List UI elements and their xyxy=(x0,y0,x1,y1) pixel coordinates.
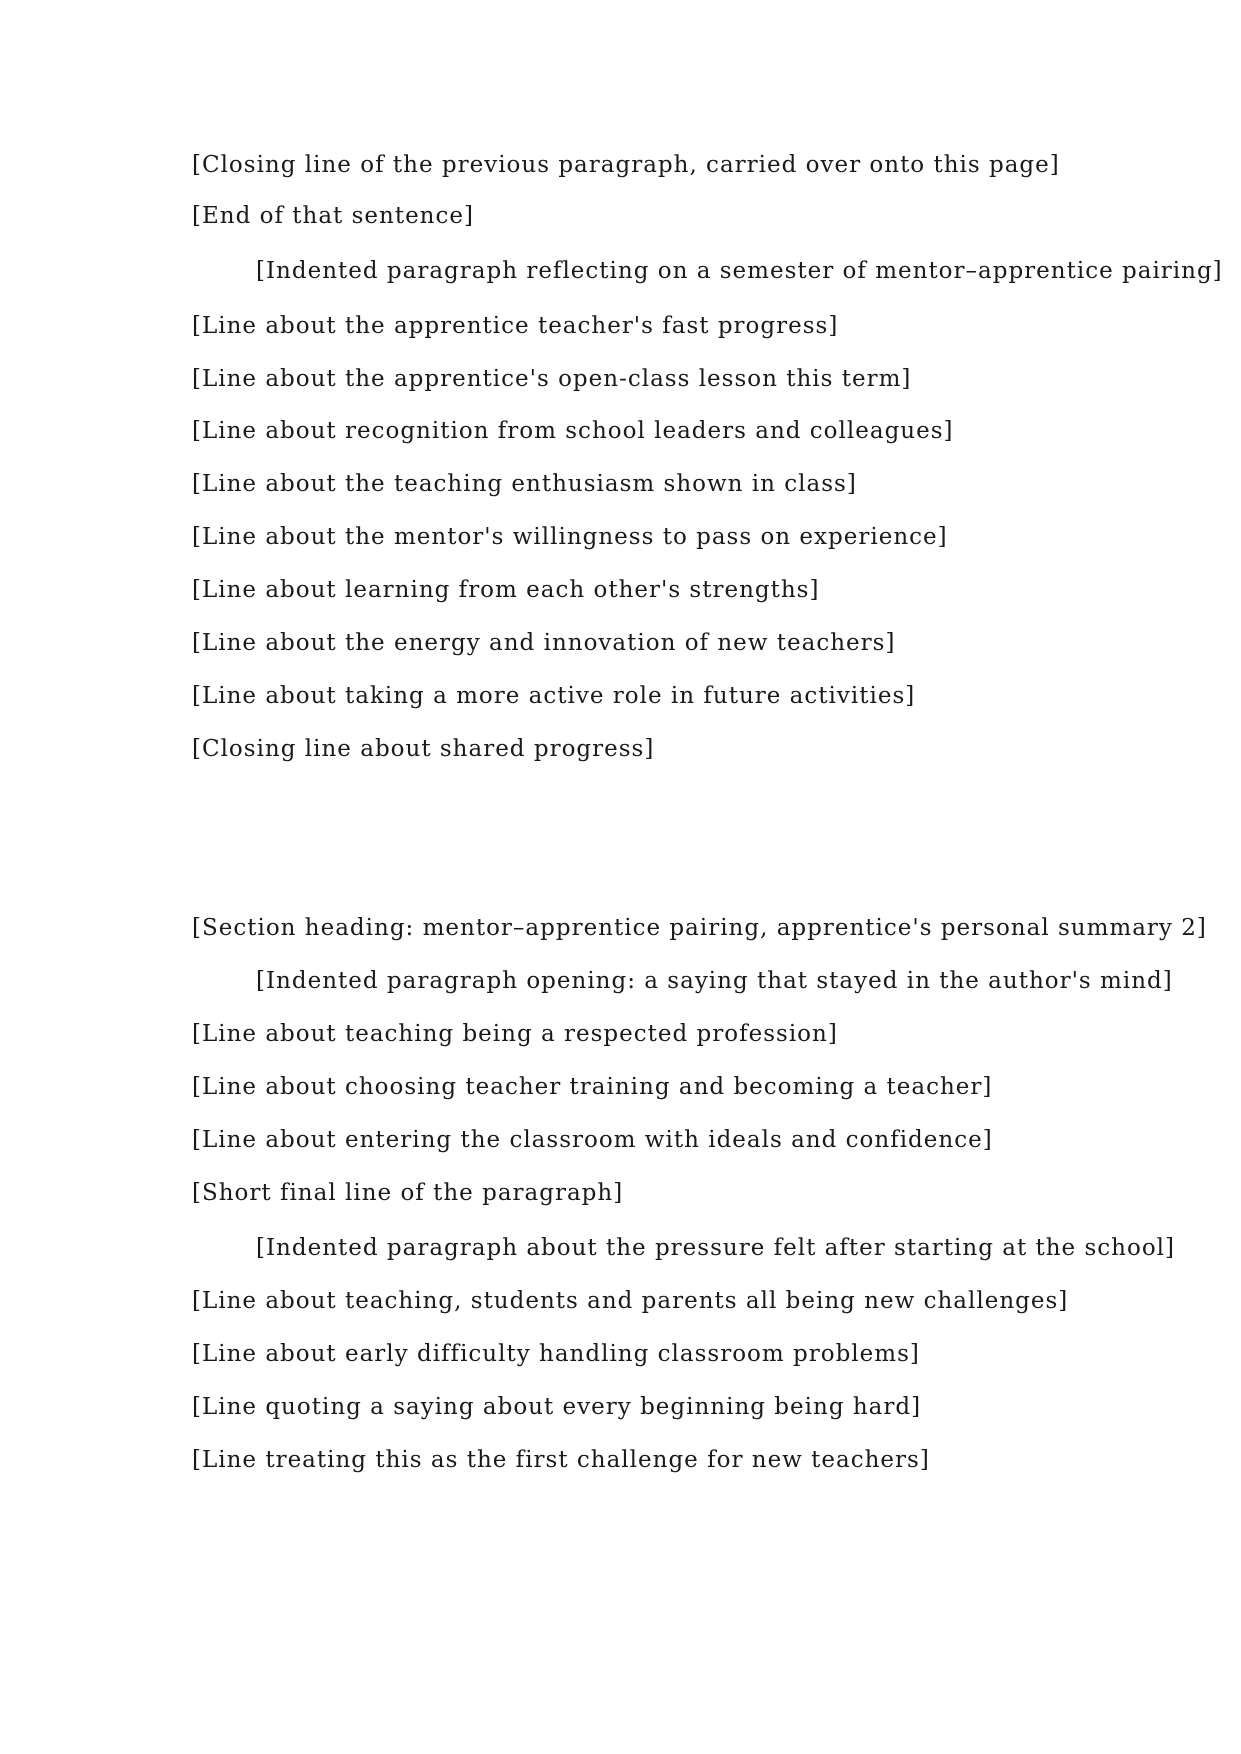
text-line: [Line treating this as the first challenge for new teachers] xyxy=(192,1447,930,1473)
text-line: [Line about learning from each other's strengths] xyxy=(192,577,820,603)
text-line: [Line about taking a more active role in future activities] xyxy=(192,683,916,709)
text-line: [Line about the apprentice's open-class lesson this term] xyxy=(192,366,912,392)
text-line: [Indented paragraph opening: a saying that stayed in the author's mind] xyxy=(256,968,1173,994)
text-line: [Short final line of the paragraph] xyxy=(192,1180,624,1206)
text-line: [Closing line about shared progress] xyxy=(192,736,655,762)
section-heading: [Section heading: mentor–apprentice pairing, apprentice's personal summary 2] xyxy=(192,915,1207,941)
text-line: [Line about early difficulty handling classroom problems] xyxy=(192,1341,920,1367)
text-line: [End of that sentence] xyxy=(192,203,474,229)
text-line: [Line about teaching, students and parents all being new challenges] xyxy=(192,1288,1069,1314)
text-line: [Line about entering the classroom with ideals and confidence] xyxy=(192,1127,993,1153)
text-line: [Indented paragraph about the pressure felt after starting at the school] xyxy=(256,1235,1176,1261)
text-line: [Line about the mentor's willingness to pass on experience] xyxy=(192,524,948,550)
text-line: [Line about recognition from school leaders and colleagues] xyxy=(192,418,954,444)
text-line: [Line about the apprentice teacher's fast progress] xyxy=(192,313,839,339)
text-line: [Line about choosing teacher training and becoming a teacher] xyxy=(192,1074,993,1100)
text-line: [Line about the teaching enthusiasm shown in class] xyxy=(192,471,857,497)
text-line: [Line quoting a saying about every beginning being hard] xyxy=(192,1394,922,1420)
text-line: [Indented paragraph reflecting on a semester of mentor–apprentice pairing] xyxy=(256,258,1223,284)
text-line: [Line about teaching being a respected profession] xyxy=(192,1021,838,1047)
text-line: [Line about the energy and innovation of new teachers] xyxy=(192,630,896,656)
text-line: [Closing line of the previous paragraph, carried over onto this page] xyxy=(192,152,1060,178)
